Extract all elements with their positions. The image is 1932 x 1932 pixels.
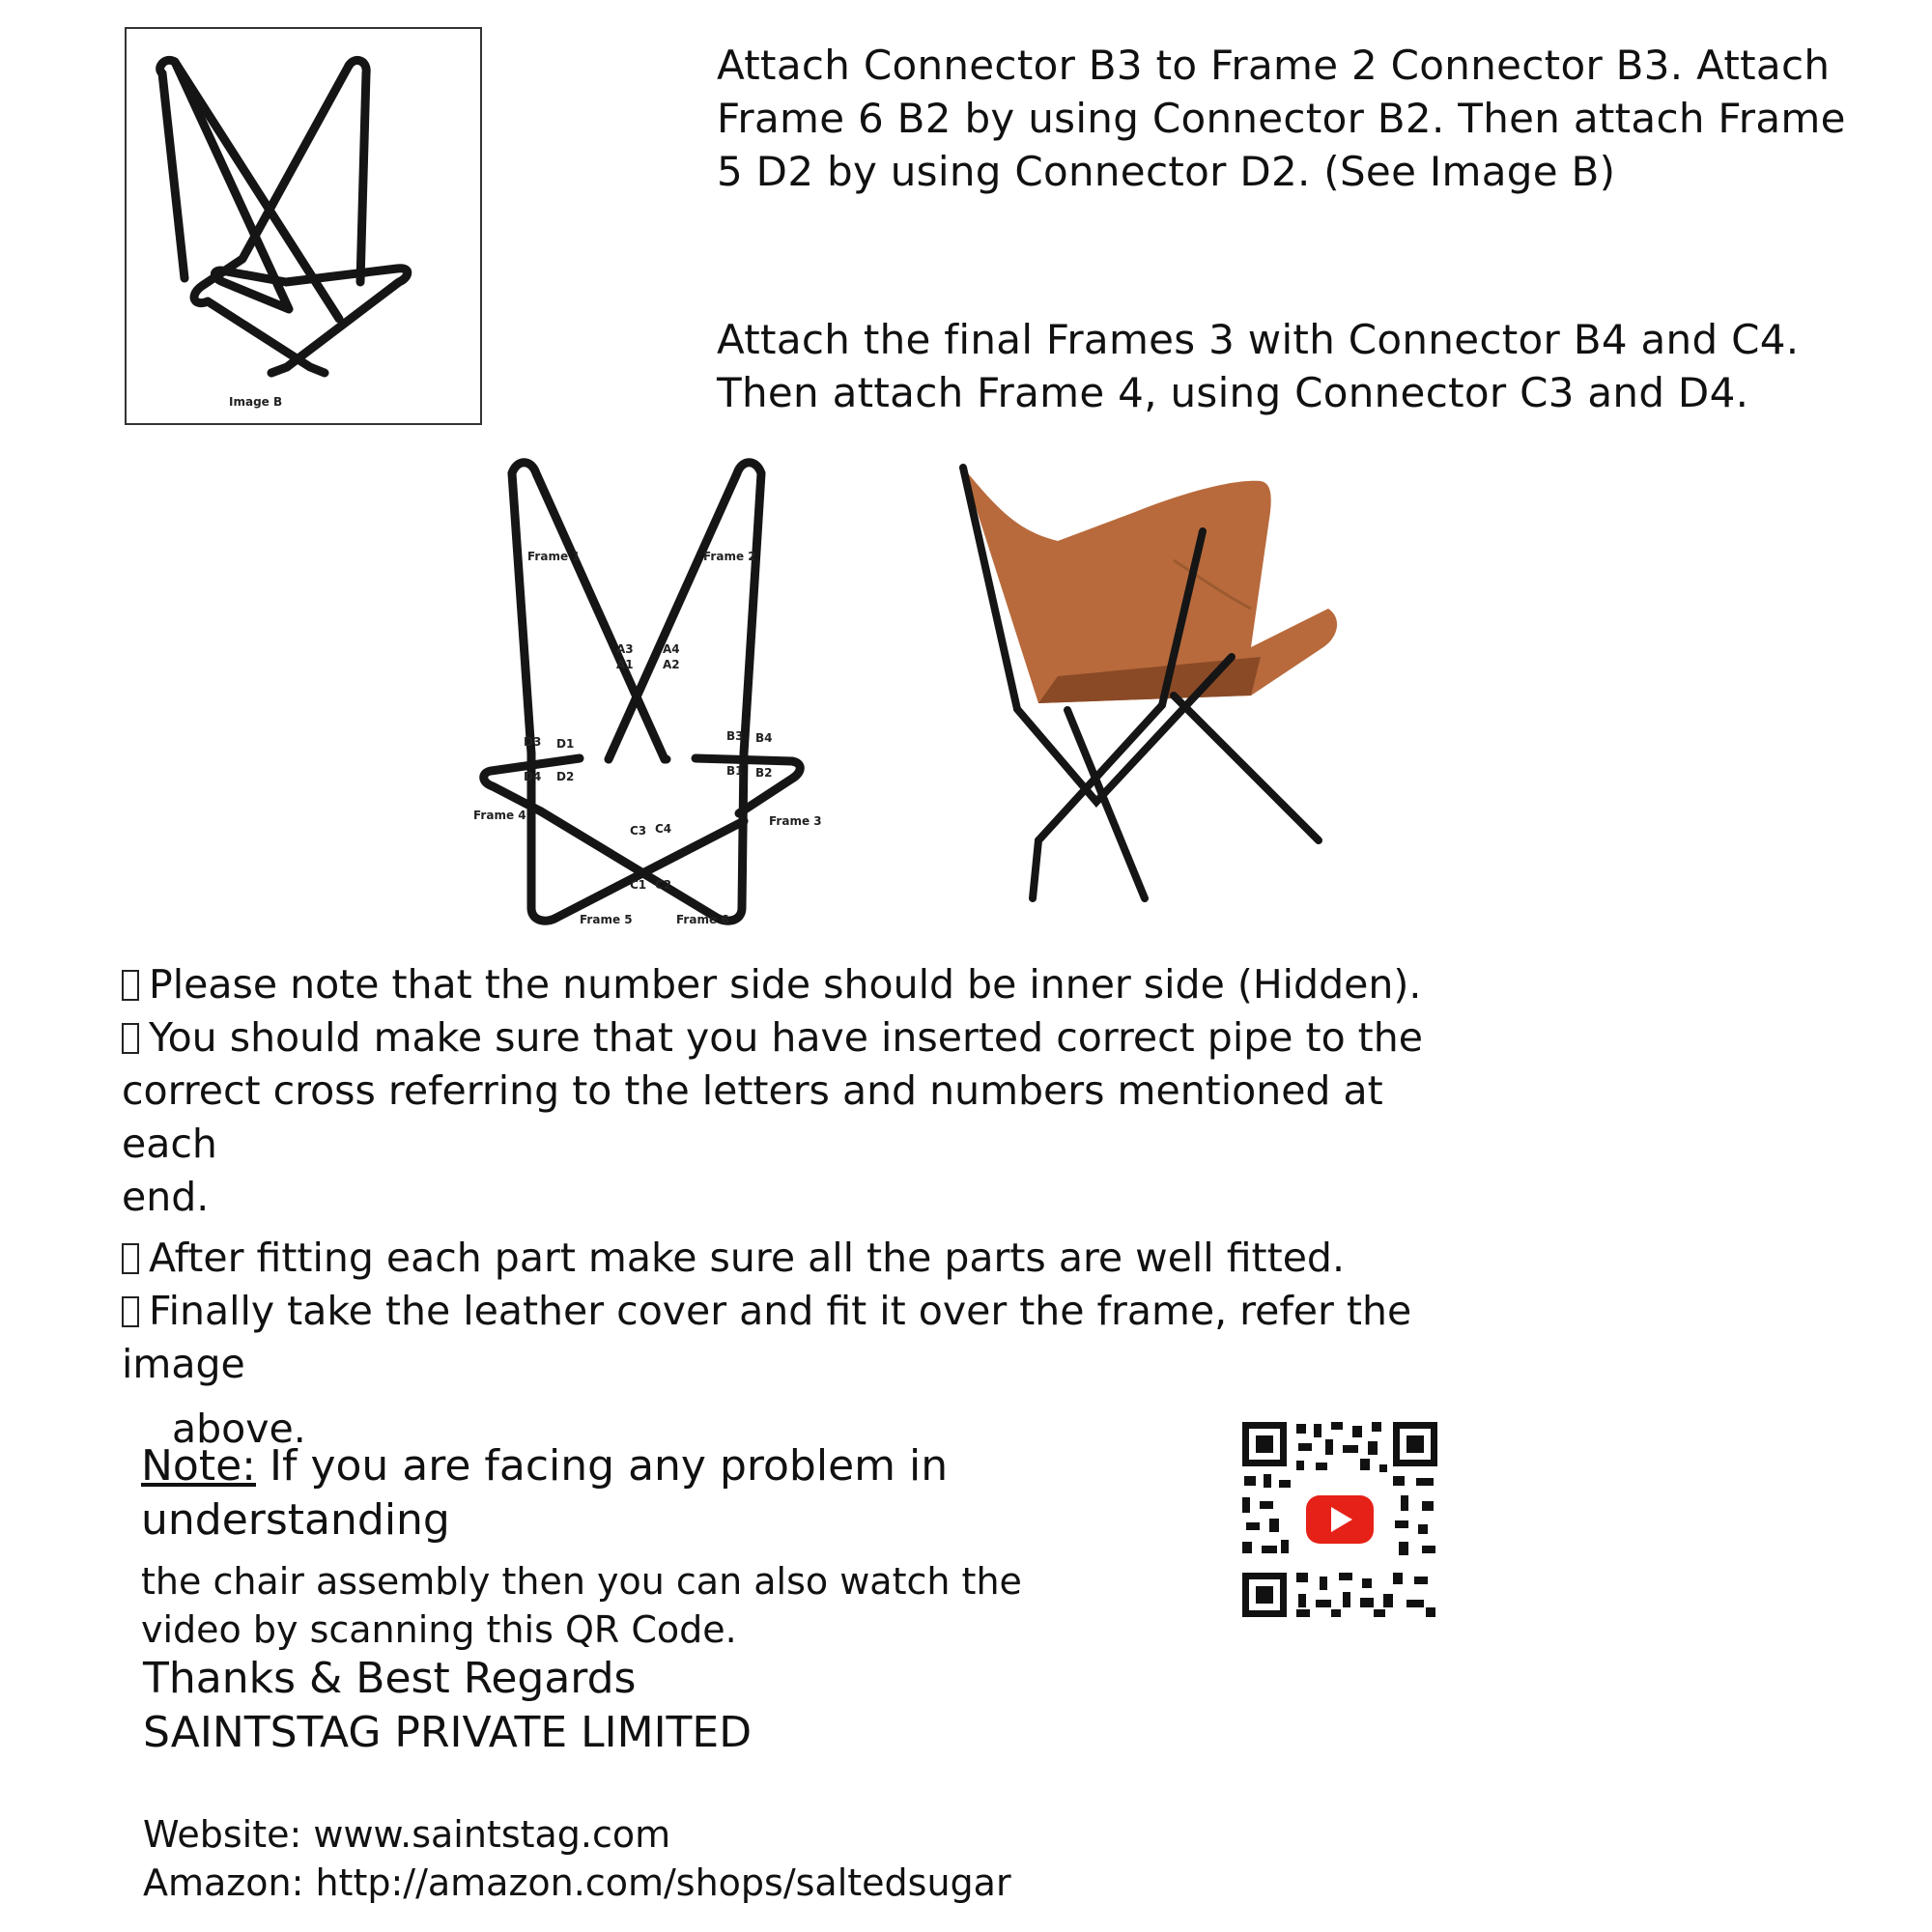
label-frame-2: Frame 2 <box>703 550 756 563</box>
note-bullet-1: Please note that the number side should be inner side (Hidden). <box>122 958 1474 1011</box>
company-name: SAINTSTAG PRIVATE LIMITED <box>143 1708 753 1757</box>
label-connector-d1: D1 <box>556 737 575 751</box>
note-line-1: If you are facing any problem in understanding <box>141 1441 949 1545</box>
instruction-line: Attach Connector B3 to Frame 2 Connector B3. Attach <box>717 42 1831 89</box>
bullet-icon <box>122 1243 139 1274</box>
note-bullet-4: Finally take the leather cover and fit it over the frame, refer the image <box>122 1288 1412 1387</box>
instruction-step-2 <box>717 313 1857 419</box>
signoff <box>143 1652 1012 1760</box>
label-frame-3: Frame 3 <box>769 814 821 828</box>
label-connector-a1: A1 <box>616 658 634 671</box>
label-connector-b1: B1 <box>726 764 744 778</box>
note-bullet-2: You should make sure that you have inserted correct pipe to the <box>122 1011 1474 1065</box>
label-frame-6: Frame 6 <box>676 913 729 926</box>
thanks-line: Thanks & Best Regards <box>143 1654 637 1703</box>
label-connector-d3: D3 <box>524 735 542 749</box>
label-connector-b3: B3 <box>726 729 744 743</box>
bullet-icon <box>122 1296 139 1327</box>
image-b-panel <box>125 27 482 425</box>
assembled-chair-photo <box>942 454 1357 918</box>
label-frame-5: Frame 5 <box>580 913 633 926</box>
label-connector-c2: C2 <box>655 878 672 892</box>
note-bullet-2-cont: end. <box>122 1174 210 1220</box>
label-connector-c1: C1 <box>630 878 647 892</box>
chair-frame-back-leg <box>1174 696 1319 840</box>
image-b-caption: Image B <box>229 395 283 409</box>
instruction-line: 5 D2 by using Connector D2. (See Image B) <box>717 148 1616 195</box>
amazon-link[interactable]: Amazon: http://amazon.com/shops/saltedsugar <box>143 1861 1011 1904</box>
note-bullet-4-cont: above. <box>172 1406 306 1452</box>
assembly-notes <box>122 958 1474 1456</box>
note-line-3: video by scanning this QR Code. <box>141 1608 737 1651</box>
note-line-2: the chair assembly then you can also watch the <box>141 1560 1022 1603</box>
label-frame-4: Frame 4 <box>473 809 526 822</box>
label-connector-c4: C4 <box>655 822 672 836</box>
image-b-frame-illustration <box>127 29 480 423</box>
note-label: Note: <box>141 1441 256 1491</box>
website-link[interactable]: Website: www.saintstag.com <box>143 1813 671 1856</box>
label-connector-d4: D4 <box>524 770 542 783</box>
youtube-play-icon <box>1306 1495 1374 1544</box>
label-frame-1: Frame 1 <box>527 550 581 563</box>
label-connector-a4: A4 <box>663 642 680 656</box>
contact-links <box>143 1810 1302 1907</box>
label-connector-d2: D2 <box>556 770 575 783</box>
video-note <box>141 1439 1204 1654</box>
label-connector-b4: B4 <box>755 731 773 745</box>
note-bullet-2-cont: correct cross referring to the letters and numbers mentioned at each <box>122 1067 1383 1167</box>
note-bullet-3: After fitting each part make sure all the parts are well fitted. <box>122 1232 1474 1285</box>
bullet-icon <box>122 970 139 1001</box>
instruction-line: Then attach Frame 4, using Connector C3 and D4. <box>717 369 1749 416</box>
instruction-line: Attach the final Frames 3 with Connector B4 and C4. <box>717 316 1800 363</box>
qr-code-icon[interactable] <box>1238 1418 1441 1621</box>
label-connector-a3: A3 <box>616 642 634 656</box>
instruction-line: Frame 6 B2 by using Connector B2. Then attach Frame <box>717 95 1846 142</box>
label-connector-b2: B2 <box>755 766 773 780</box>
label-connector-c3: C3 <box>630 824 647 838</box>
instruction-step-1 <box>717 39 1857 198</box>
frame-assembly-diagram <box>473 454 821 937</box>
bullet-icon <box>122 1023 139 1054</box>
label-connector-a2: A2 <box>663 658 680 671</box>
